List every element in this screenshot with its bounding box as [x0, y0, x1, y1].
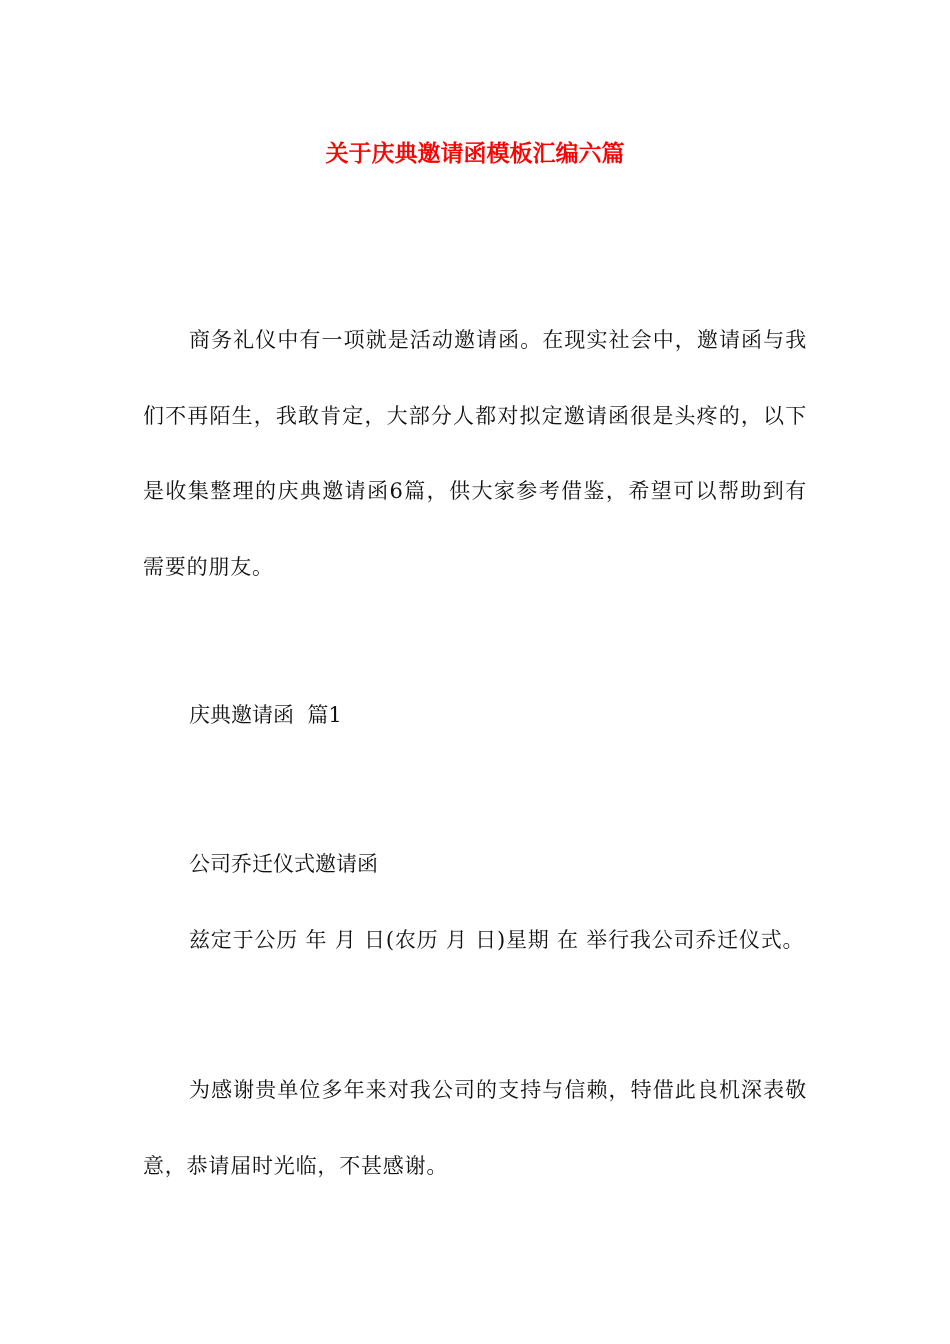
section-heading: 庆典邀请函 篇1 — [189, 703, 342, 727]
document-title: 关于庆典邀请函模板汇编六篇 — [325, 140, 625, 167]
letter-paragraph-2: 为感谢贵单位多年来对我公司的支持与信赖，特借此良机深表敬意，恭请届时光临，不甚感谢。 — [143, 1078, 807, 1178]
letter-title: 公司乔迁仪式邀请函 — [189, 852, 378, 876]
intro-paragraph: 商务礼仪中有一项就是活动邀请函。在现实社会中，邀请函与我们不再陌生，我敢肯定，大部分人都对拟定邀请函很是头疼的，以下是收集整理的庆典邀请函6篇，供大家参考借鉴，希望可以帮助到有需要的朋友。 — [143, 328, 807, 579]
letter-paragraph-1: 兹定于公历 年 月 日(农历 月 日)星期 在 举行我公司乔迁仪式。 — [189, 928, 805, 952]
